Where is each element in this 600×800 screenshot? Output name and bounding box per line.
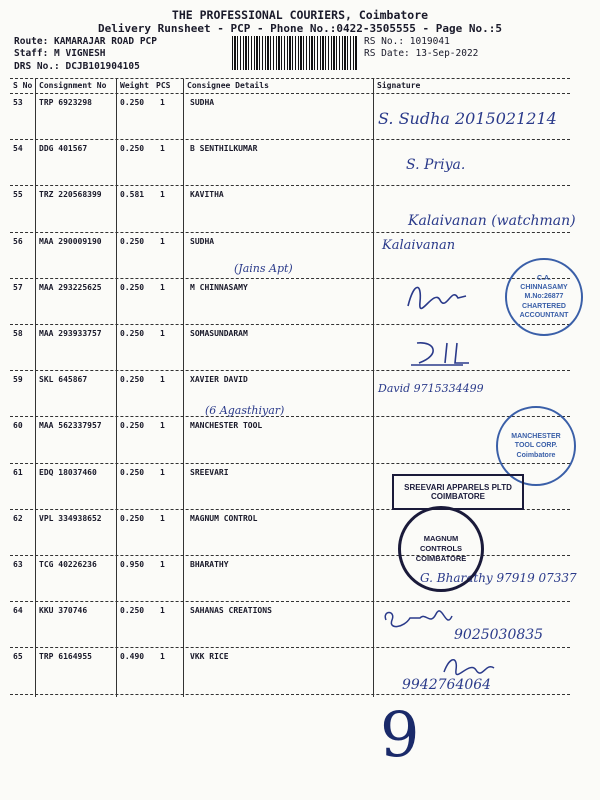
row-weight: 0.581	[120, 190, 145, 200]
col-divider	[183, 79, 184, 697]
row-consignment-no: TCG 40226236	[39, 560, 97, 569]
row-consignment-no: SKL 645867	[39, 375, 88, 385]
route-label: Route: KAMARAJAR ROAD PCP	[14, 36, 157, 47]
row-weight: 0.250	[120, 236, 145, 246]
handwritten-note: (Jains Apt)	[234, 262, 293, 275]
row-sno: 57	[13, 282, 23, 292]
row-consignee: SUDHA	[190, 236, 215, 246]
row-sno: 63	[13, 560, 23, 569]
signature-scribble	[440, 654, 500, 678]
row-pcs: 1	[160, 375, 165, 385]
row-signature: S. Sudha 2015021214	[378, 109, 557, 128]
row-signature: 9025030835	[454, 627, 544, 644]
row-weight: 0.250	[120, 144, 145, 154]
row-signature: S. Priya.	[406, 157, 466, 174]
drs-label: DRS No.: DCJB101904105	[14, 61, 140, 72]
row-weight: 0.950	[120, 560, 145, 569]
row-consignment-no: MAA 562337957	[39, 421, 102, 431]
col-divider	[373, 79, 374, 697]
staff-label: Staff: M VIGNESH	[14, 48, 106, 59]
col-header-consignee: Consignee Details	[187, 81, 269, 90]
row-pcs: 1	[160, 329, 165, 338]
row-sno: 55	[13, 190, 23, 200]
row-signature: 9942764064	[402, 677, 492, 694]
row-consignment-no: EDQ 18037460	[39, 467, 97, 477]
page-mark: 9	[380, 698, 420, 771]
row-consignee: SOMASUNDARAM	[190, 329, 248, 338]
row-divider	[10, 370, 570, 371]
col-divider	[35, 79, 36, 697]
table-top-rule	[10, 78, 570, 79]
row-consignment-no: MAA 293933757	[39, 329, 102, 338]
row-divider	[10, 324, 570, 325]
row-consignment-no: MAA 290009190	[39, 236, 102, 246]
row-divider	[10, 694, 570, 695]
row-consignment-no: VPL 334938652	[39, 513, 102, 523]
row-signature: Kalaivanan (watchman)	[408, 213, 576, 230]
row-pcs: 1	[160, 98, 165, 107]
row-sno: 53	[13, 98, 23, 107]
signature-scribble	[400, 278, 480, 314]
row-consignment-no: TRP 6923298	[39, 98, 92, 107]
row-sno: 61	[13, 467, 23, 477]
row-pcs: 1	[160, 421, 165, 431]
row-divider	[10, 232, 570, 233]
col-header-pcs: PCS	[156, 81, 171, 90]
row-divider	[10, 416, 570, 417]
row-consignment-no: KKU 370746	[39, 606, 88, 616]
row-sno: 64	[13, 606, 23, 616]
row-consignee: MAGNUM CONTROL	[190, 513, 258, 523]
ca-stamp	[505, 258, 583, 336]
col-divider	[116, 79, 117, 697]
row-consignment-no: MAA 293225625	[39, 282, 102, 292]
sreevari-stamp	[392, 474, 524, 510]
header-bottom-rule	[10, 93, 570, 94]
rs-date: RS Date: 13-Sep-2022	[364, 48, 479, 59]
row-consignee: XAVIER DAVID	[190, 375, 248, 385]
row-signature: Kalaivanan	[382, 237, 456, 253]
row-sno: 65	[13, 652, 23, 662]
row-sno: 54	[13, 144, 23, 154]
row-consignee: VKK RICE	[190, 652, 229, 662]
magnum-stamp-text: MAGNUM CONTROLS COIMBATORE	[415, 534, 467, 563]
col-header-signature: Signature	[377, 81, 421, 90]
row-pcs: 1	[160, 652, 165, 662]
row-signature: David 9715334499	[378, 382, 484, 396]
signature-scribble	[380, 606, 470, 636]
row-weight: 0.250	[120, 375, 145, 385]
row-divider	[10, 555, 570, 556]
row-weight: 0.250	[120, 98, 145, 107]
row-weight: 0.250	[120, 467, 145, 477]
row-divider	[10, 647, 570, 648]
runsheet-subtitle: Delivery Runsheet - PCP - Phone No.:0422-3505555 - Page No.:5	[98, 22, 502, 35]
col-header-consignment: Consignment No	[39, 81, 107, 90]
row-pcs: 1	[160, 144, 165, 154]
row-pcs: 1	[160, 467, 165, 477]
row-pcs: 1	[160, 606, 165, 616]
row-pcs: 1	[160, 513, 165, 523]
row-consignee: M CHINNASAMY	[190, 282, 248, 292]
row-sno: 60	[13, 421, 23, 431]
signature-scribble	[405, 335, 485, 371]
row-sno: 59	[13, 375, 23, 385]
col-header-sno: S No	[13, 81, 33, 90]
sreevari-stamp-text: SREEVARI APPARELS PLTD COIMBATORE	[404, 483, 512, 501]
row-sno: 62	[13, 513, 23, 523]
barcode	[232, 36, 358, 70]
row-divider	[10, 139, 570, 140]
runsheet-title: THE PROFESSIONAL COURIERS, Coimbatore	[171, 8, 429, 22]
row-consignment-no: TRZ 220568399	[39, 190, 102, 200]
magnum-stamp	[398, 506, 484, 592]
row-weight: 0.250	[120, 421, 145, 431]
row-consignee: MANCHESTER TOOL	[190, 421, 263, 431]
handwritten-note: (6 Agasthiyar)	[205, 404, 285, 417]
row-pcs: 1	[160, 560, 165, 569]
row-pcs: 1	[160, 190, 165, 200]
row-consignee: B SENTHILKUMAR	[190, 144, 258, 154]
row-pcs: 1	[160, 236, 165, 246]
row-consignment-no: DDG 401567	[39, 144, 88, 154]
row-divider	[10, 463, 570, 464]
manchester-stamp-text: MANCHESTER TOOL CORP. Coimbatore	[511, 433, 561, 459]
row-weight: 0.250	[120, 282, 145, 292]
row-pcs: 1	[160, 282, 165, 292]
row-consignee: BHARATHY	[190, 560, 229, 569]
col-header-weight: Weight	[120, 81, 149, 90]
row-weight: 0.250	[120, 329, 145, 338]
row-consignment-no: TRP 6164955	[39, 652, 92, 662]
row-signature: G. Bharathy 97919 07337	[420, 571, 577, 585]
ca-stamp-text: C.A. CHINNASAMY M.No:26877 CHARTERED ACCOUNTANT	[519, 275, 569, 319]
row-weight: 0.490	[120, 652, 145, 662]
row-divider	[10, 185, 570, 186]
row-weight: 0.250	[120, 513, 145, 523]
row-divider	[10, 278, 570, 279]
row-sno: 56	[13, 236, 23, 246]
rs-number: RS No.: 1019041	[364, 36, 450, 47]
row-consignee: SUDHA	[190, 98, 215, 107]
row-consignee: SREEVARI	[190, 467, 229, 477]
row-consignee: KAVITHA	[190, 190, 224, 200]
row-consignee: SAHANAS CREATIONS	[190, 606, 272, 616]
row-weight: 0.250	[120, 606, 145, 616]
row-divider	[10, 601, 570, 602]
row-sno: 58	[13, 329, 23, 338]
